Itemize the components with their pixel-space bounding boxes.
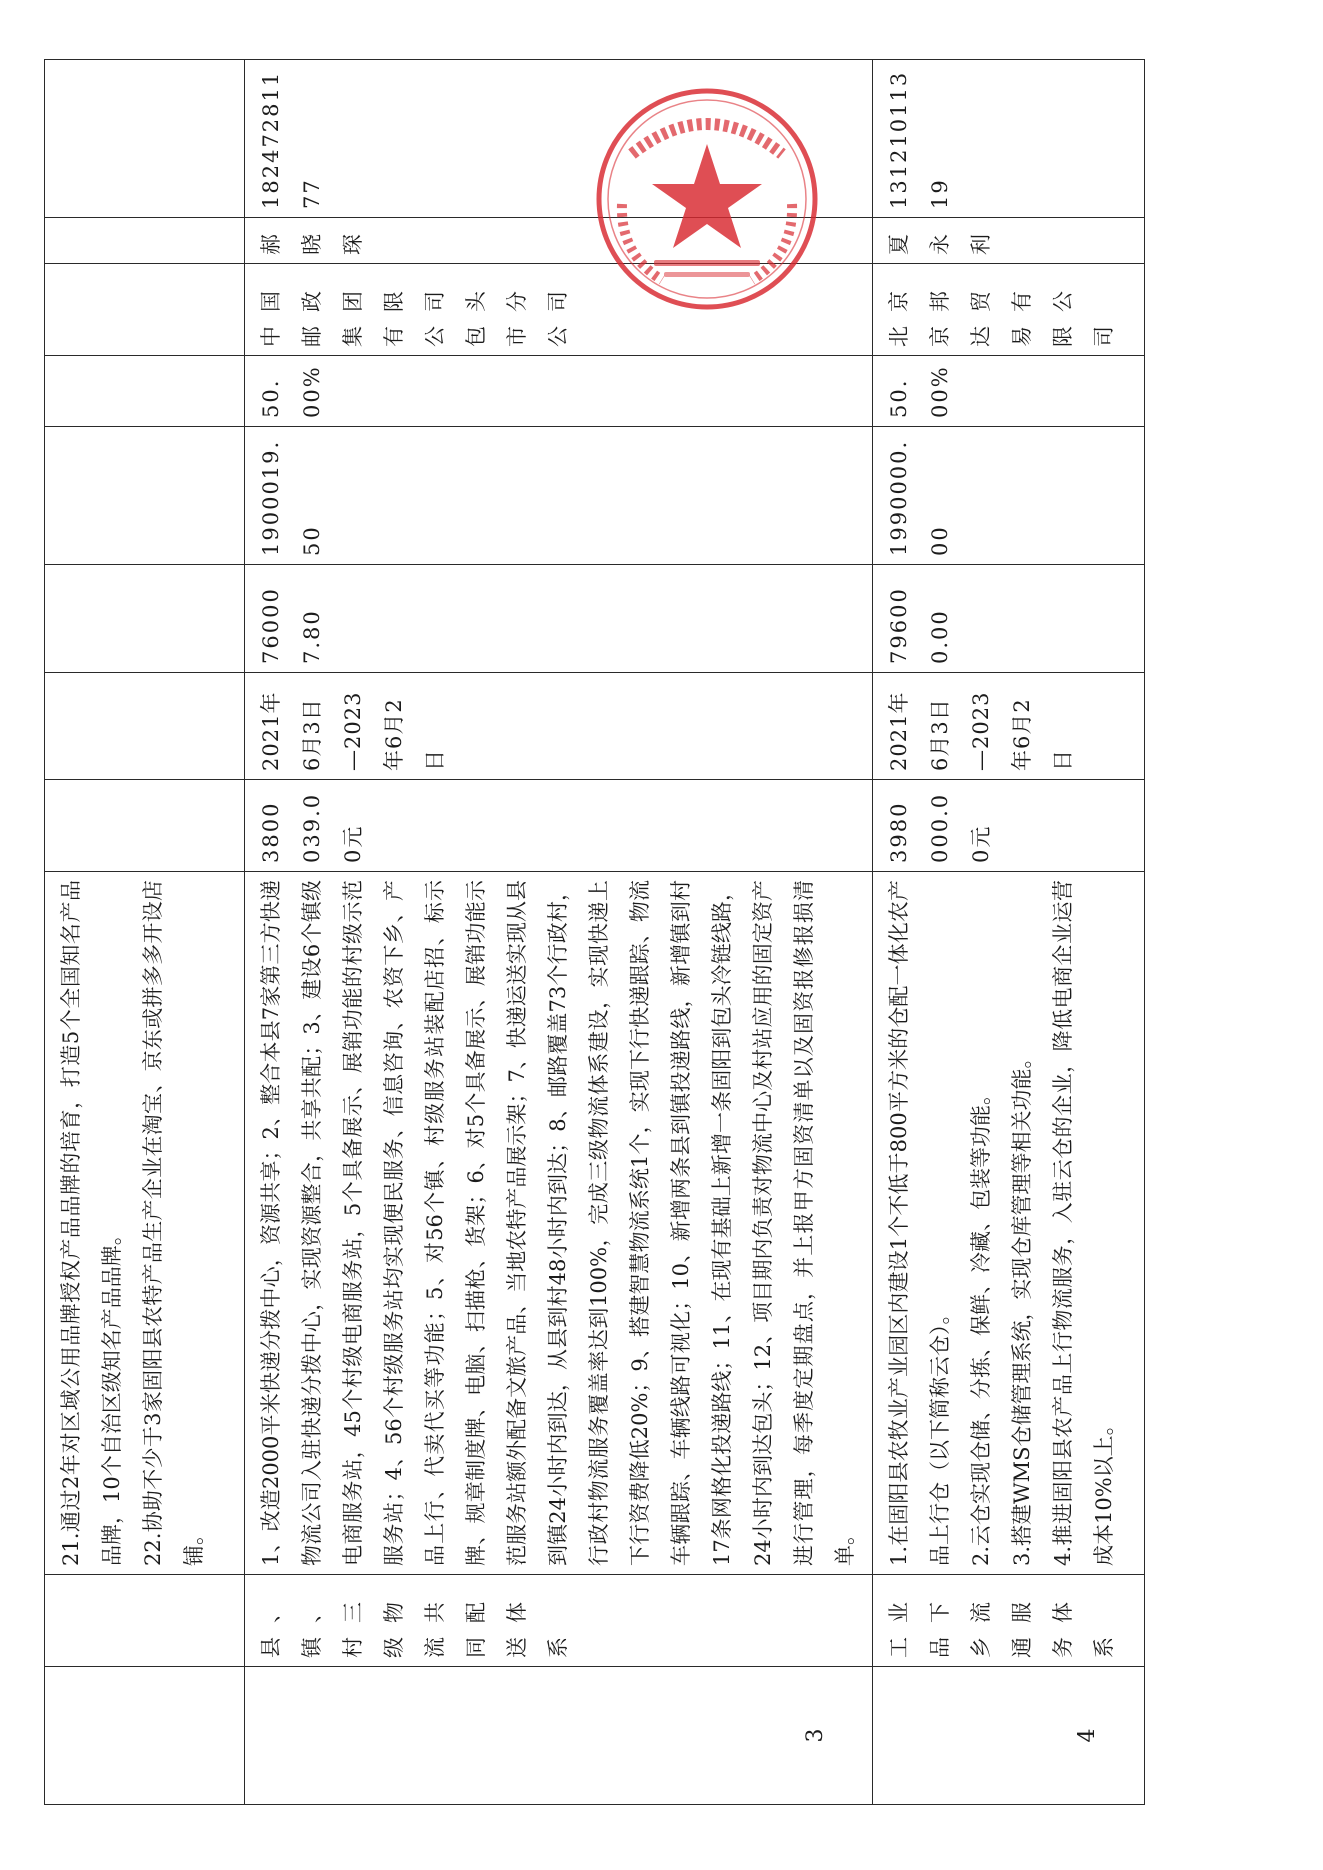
period-cell: 2021年6月3日—2023年6月2日: [245, 673, 873, 780]
content-paragraph: 1、改造2000平米快递分拨中心，资源共享；2、整合本县7家第三方快递物流公司入驻快递分拨中心，实现资源整合，共享共配；3、建设6个镇级电商服务站，45个村级电商服务站，5个具备展示、展销功能的村级示范服务站；4、56个村级服务站均实现便民服务、信息咨询、农资下乡、产品上行、代卖代买等功能；5、对56个镇、村级服务站装配店招、标示牌、规章制度牌、电脑、扫描枪、货架；6、对5个具备展示、展销功能示范服务站额外配备文旅产品、当地农特产品展示架；7、快递运送实现从县到镇24小时内到达，从县到村48小时内到达；8、邮路覆盖73个行政村，行政村物流服务覆盖率达到100%，完成三级物流体系建设，实现快递上下行资费降低20%；9、搭建智慧物流系统1个，实现下行快递跟踪、物流车辆跟踪、车辆线路可视化；10、新增两条县到镇投递路线，新增镇到村17条网格化投递路线；11、在现有基础上新增一条固阳到包头冷链线路，24小时内到达包头；12、项目期内负责对物流中心及村站应用的固定资产进行管理，每季度定期盘点，并上报甲方固资清单以及固资报修报损清单。: [259, 880, 857, 1566]
project-content: [873, 872, 1145, 1575]
content-paragraph: 3.搭建WMS仓储管理系统，实现仓库管理等相关功能。: [1010, 1047, 1034, 1566]
content-paragraph: 2.云仓实现仓储、分拣、保鲜、冷藏、包装等功能。: [969, 1083, 993, 1566]
project-name: 县、镇、村三级物流共同配送体系: [245, 1575, 873, 1667]
contact-cell: 郝晓琛: [245, 218, 873, 264]
contact-cell: 夏永利: [873, 218, 1145, 264]
amount-a-cell: [45, 565, 245, 673]
period-cell: [45, 673, 245, 780]
table-row: [873, 60, 1145, 1805]
table-row: [245, 60, 873, 1805]
amount-a-cell: 796000.00: [873, 565, 1145, 673]
rotated-table-page: [44, 60, 1214, 1805]
row-number: [45, 1667, 245, 1805]
company-cell: 北京京邦达贸易有限公司: [873, 264, 1145, 356]
budget-cell: 3800039.00元: [245, 780, 873, 872]
ratio-cell: [45, 356, 245, 427]
phone-cell: [45, 60, 245, 218]
budget-cell: 3980000.00元: [873, 780, 1145, 872]
amount-b-cell: 1900019.50: [245, 427, 873, 565]
budget-cell: [45, 780, 245, 872]
phone-cell: 18247281177: [245, 60, 873, 218]
content-paragraph: 4.推进固阳县农产品上行物流服务，入驻云仓的企业，降低电商企业运营成本10%以上。: [1051, 880, 1116, 1566]
project-content: [245, 872, 873, 1575]
row-number: 4: [873, 1667, 1145, 1805]
period-cell: 2021年6月3日—2023年6月2日: [873, 673, 1145, 780]
amount-a-cell: 760007.80: [245, 565, 873, 673]
project-table: [44, 59, 1145, 1805]
table-row: [45, 60, 245, 1805]
amount-b-cell: [45, 427, 245, 565]
company-cell: [45, 264, 245, 356]
content-paragraph: 1.在固阳县农牧业产业园区内建设1个不低于800平方米的仓配一体化农产品上行仓（以下简称云仓）。: [887, 880, 952, 1566]
company-cell: 中国邮政集团有限公司包头市分公司: [245, 264, 873, 356]
ratio-cell: 50.00%: [245, 356, 873, 427]
row-number: 3: [245, 1667, 873, 1805]
phone-cell: 13121011319: [873, 60, 1145, 218]
ratio-cell: 50.00%: [873, 356, 1145, 427]
content-paragraph: 21.通过2年对区域公用品牌授权产品品牌的培育，打造5个全国知名产品品牌，10个自治区级知名产品品牌。: [59, 880, 124, 1566]
project-name: 工业品下乡流通服务体系: [873, 1575, 1145, 1667]
project-name: [45, 1575, 245, 1667]
amount-b-cell: 1990000.00: [873, 427, 1145, 565]
project-content: [45, 872, 245, 1575]
contact-cell: [45, 218, 245, 264]
content-paragraph: 22.协助不少于3家固阳县农特产品生产企业在淘宝、京东或拼多多开设店铺。: [141, 880, 206, 1566]
